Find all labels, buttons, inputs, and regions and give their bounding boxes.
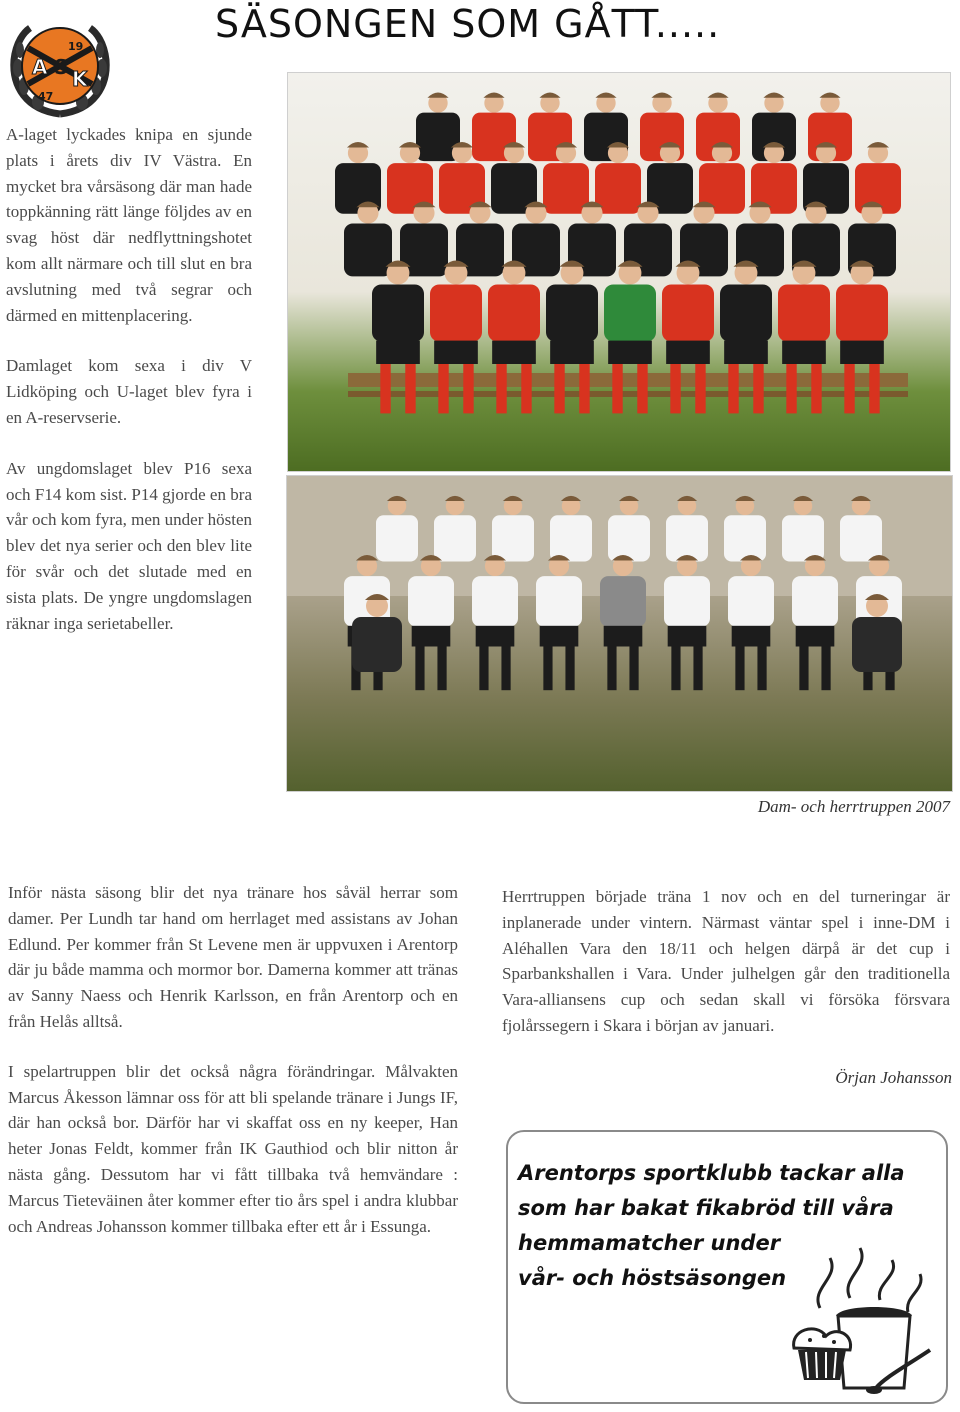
thanks-line-4: vår- och höstsäsongen xyxy=(518,1266,787,1290)
thanks-line-1: Arentorps sportklubb tackar alla xyxy=(518,1161,905,1185)
training-paragraph: Herrtruppen började träna 1 nov och en del turneringar är inplanerade under vintern. Närmast väntar spel i inne-DM i Aléhallen Vara den 18/11 och helgen därpå är det cup i Sparbankshallen i Vara. Under julhelgen går den traditionella Vara-alliansens cup och sedan skall vi försöka försvara fjolårssegern i Skara i början av januari. xyxy=(502,887,950,1035)
logo-year-bottom: 47 xyxy=(38,90,54,103)
intro-column xyxy=(6,122,252,636)
players-paragraph: I spelartruppen blir det också några förändringar. Målvakten Marcus Åkesson lämnar oss för att bli spelande tränare i Jungs IF, där han också bor. Därför har vi skaffat oss en ny keeper, Han heter Jonas Feldt, kommer från IK Gauthiod och blir nitton år nästa gång. Dessutom har vi fått tillbaka två hemvändare : Marcus Tieteväinen åter kommer efter tio års spel i andra klubbar och Andreas Johansson kommer tillbaka efter ett år i Essunga. xyxy=(8,1061,458,1236)
intro-paragraph-women-u-team: Damlaget kom sexa i div V Lidköping och U-laget blev fyra i en A-reservserie. xyxy=(6,356,252,427)
intro-paragraph-a-team: A-laget lyckades knipa en sjunde plats i årets div IV Västra. En mycket bra vårsäsong där man hade toppkänning rätt länge följdes av en svag höst där nedflyttningshotet kom allt närmare och till slut en bra avslutning med två segrar och därmed en mittenplacering. xyxy=(6,125,252,325)
coaches-paragraph: Inför nästa säsong blir det nya tränare hos såväl herrar som damer. Per Lundh tar hand om herrlaget med assistans av Johan Edlund. Per kommer från St Levene men är uppvuxen i Arentorp där ju både mamma och mormor bor. Damerna kommer att tränas av Sanny Naess och Henrik Karlsson, en från Arentorp och en från Helås alltså. xyxy=(8,883,458,1031)
coaches-and-players-column xyxy=(8,880,458,1239)
logo-year-top: 19 xyxy=(68,40,84,53)
page-title: SÄSONGEN SOM GÅTT..... xyxy=(215,2,721,46)
training-schedule-column xyxy=(502,884,950,1039)
thanks-line-3: hemmamatcher under xyxy=(518,1231,781,1255)
logo-letter-s: S xyxy=(54,55,69,79)
men-team-photo xyxy=(287,72,951,472)
logo-letter-a: A xyxy=(32,55,48,79)
intro-paragraph-youth: Av ungdomslaget blev P16 sexa och F14 kom sist. P14 gjorde en bra vår och kom fyra, men under hösten blev det nya serier och den blev lite för svår och det slutade med en sista plats. De yngre ungdomslagen räknar inga serietabeller. xyxy=(6,458,252,633)
thanks-box xyxy=(506,1130,948,1404)
women-team-photo xyxy=(286,475,953,792)
cupcake-icon xyxy=(780,1238,940,1398)
author-signature: Örjan Johansson xyxy=(835,1068,952,1087)
photo-caption: Dam- och herrtruppen 2007 xyxy=(757,797,950,816)
logo-letter-k: K xyxy=(72,67,88,91)
thanks-line-2: som har bakat fikabröd till våra xyxy=(518,1196,894,1220)
club-logo xyxy=(8,20,112,118)
